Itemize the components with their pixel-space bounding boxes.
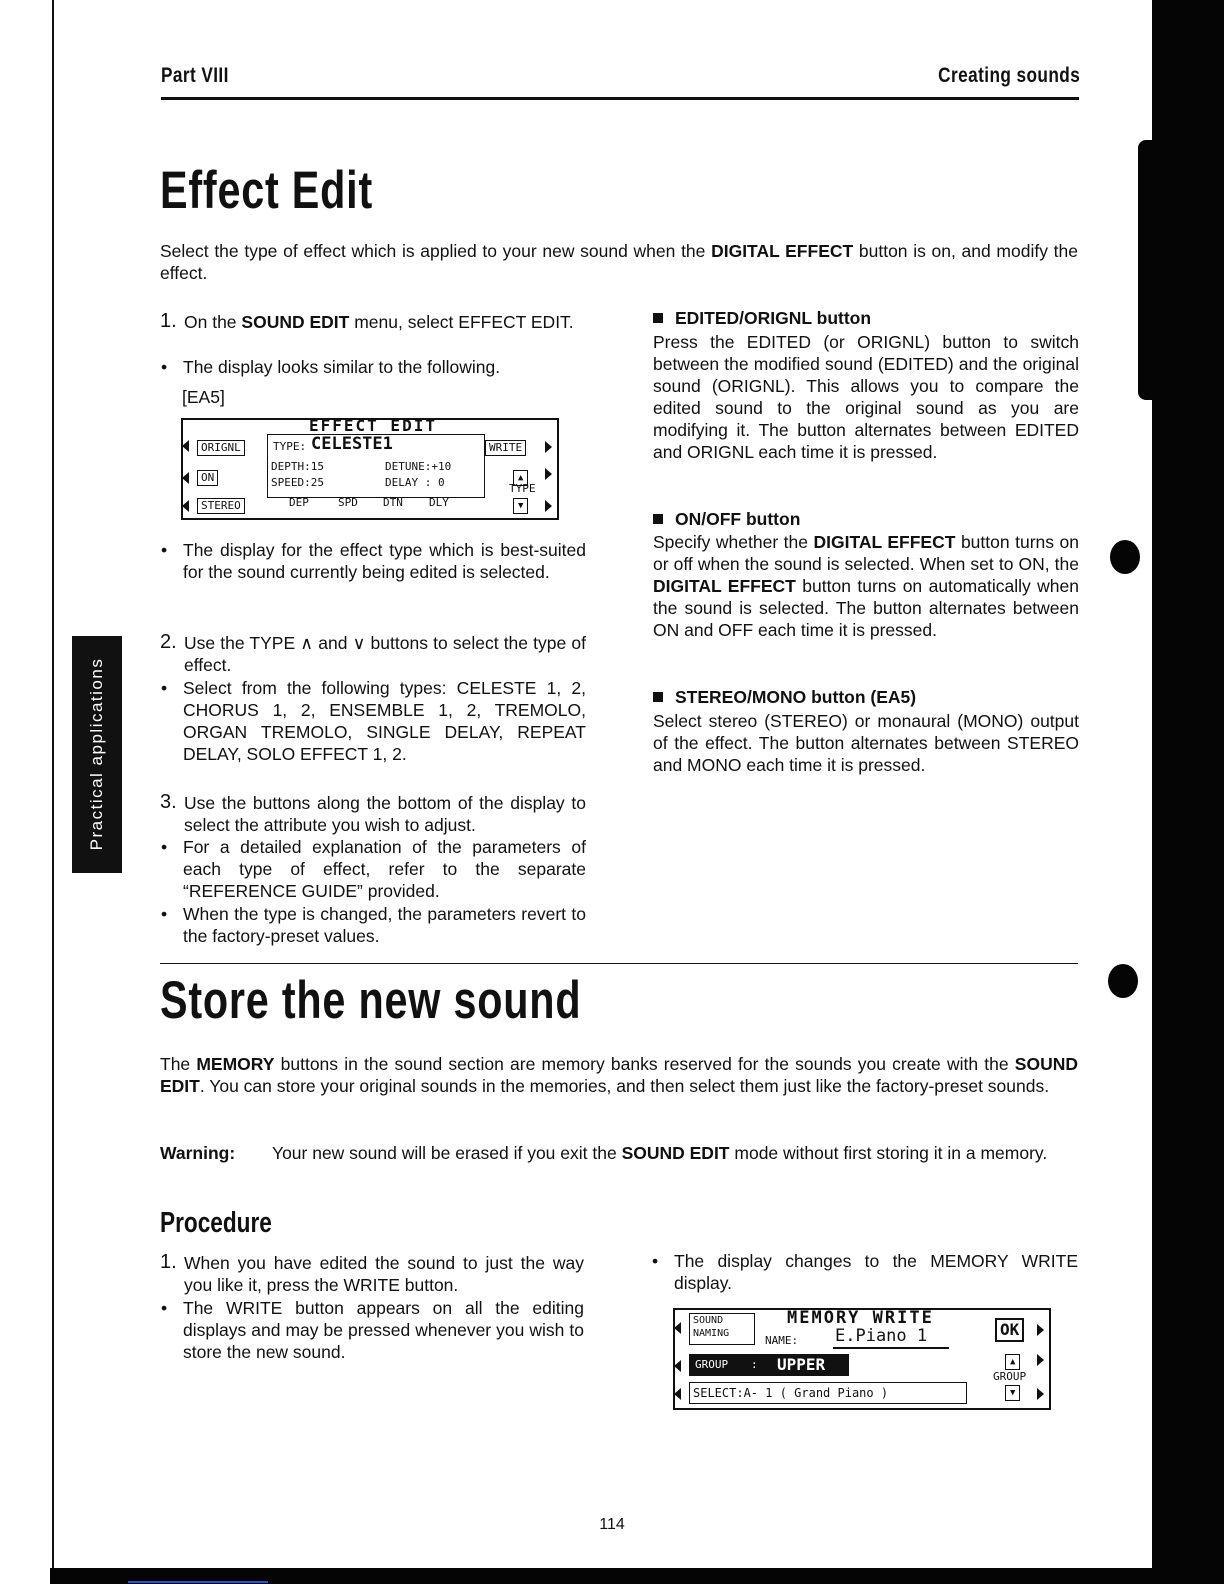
group-field[interactable] (689, 1354, 849, 1376)
store-step-1-text: When you have edited the sound to just the way you like it, press the WRITE button. (184, 1253, 584, 1295)
page-margin-left (0, 0, 52, 1584)
section-divider (160, 963, 1078, 964)
procedure-title: Procedure (160, 1207, 272, 1239)
display-title: EFFECT EDIT (309, 416, 437, 435)
step-number: 1. (160, 310, 177, 332)
right-arrow-icon (545, 500, 552, 512)
step-1-text: On the SOUND EDIT menu, select EFFECT EDIT. (184, 312, 574, 332)
sound-naming-label: SOUND (693, 1315, 724, 1326)
type-up-button[interactable]: ▲ (513, 470, 528, 486)
dep-button[interactable]: DEP (289, 496, 309, 509)
step-3-text: Use the buttons along the bottom of the display to select the attribute you wish to adjust. (184, 793, 586, 835)
stereo-mono-text: Select stereo (STEREO) or monaural (MONO) output of the effect. The button alternates between STEREO and MONO each time it is pressed. (653, 711, 1079, 775)
bullet-item: • Select from the following types: CELESTE 1, 2, CHORUS 1, 2, ENSEMBLE 1, 2, TREMOLO, ORGAN TREMOLO, SINGLE DELAY, REPEAT DELAY, SOLO EFFECT 1, 2. (161, 678, 586, 764)
depth-value: DEPTH:15 (271, 460, 324, 473)
group-sep: : (751, 1358, 758, 1371)
type-label: TYPE: (273, 440, 307, 453)
group-side-label: GROUP (993, 1370, 1027, 1383)
write-button[interactable]: WRITE (485, 440, 526, 456)
header-section: Creating sounds (937, 64, 1080, 87)
section-title-store: Store the new sound (160, 971, 582, 1030)
section-title-effect-edit: Effect Edit (160, 161, 374, 220)
detune-value: DETUNE:+10 (385, 460, 452, 473)
bullet-item: • The display for the effect type which is best-suited for the sound currently being edited is selected. (161, 540, 586, 582)
group-up-button[interactable]: ▲ (1005, 1354, 1020, 1370)
left-arrow-icon (674, 1322, 681, 1334)
group-label: GROUP (695, 1358, 729, 1371)
left-arrow-icon (674, 1360, 681, 1372)
right-arrow-icon (1037, 1354, 1044, 1366)
header-part: Part VIII (161, 64, 229, 87)
scan-mark (128, 1581, 268, 1583)
stereo-button[interactable]: STEREO (197, 498, 245, 514)
type-side-label: TYPE (509, 482, 536, 495)
name-underline (833, 1347, 949, 1349)
right-arrow-icon (1037, 1388, 1044, 1400)
left-arrow-icon (182, 440, 189, 452)
spd-button[interactable]: SPD (338, 496, 358, 509)
bullet-item: • The WRITE button appears on all the editing displays and may be pressed whenever you wish to store the new sound. (161, 1298, 584, 1362)
step-number: 2. (160, 631, 177, 653)
bullet-item: • The display looks similar to the following. (161, 357, 501, 377)
step-number: 1. (160, 1251, 177, 1273)
on-off-text: Specify whether the DIGITAL EFFECT button turns on or off when the sound is selected. When set to ON, the DIGITAL EFFECT button turns on automatically when the sound is selected. The button alternates between ON and OFF each time it is pressed. (653, 532, 1079, 640)
left-arrow-icon (182, 500, 189, 512)
left-arrow-icon (182, 472, 189, 484)
step-number: 3. (160, 791, 177, 813)
binder-hole (1108, 964, 1138, 998)
type-value: CELESTE1 (311, 434, 393, 454)
scan-edge-line (52, 0, 54, 1584)
group-down-button[interactable]: ▼ (1005, 1385, 1020, 1401)
dly-button[interactable]: DLY (429, 496, 449, 509)
orignl-button[interactable]: ORIGNL (197, 440, 245, 456)
warning-text: Your new sound will be erased if you exit the SOUND EDIT mode without first storing it in a memory. (272, 1143, 1048, 1163)
dtn-button[interactable]: DTN (383, 496, 403, 509)
side-tab-label: Practical applications (87, 657, 106, 851)
warning-label: Warning: (160, 1143, 236, 1163)
scan-edge-notch (1138, 140, 1158, 400)
ea5-label: [EA5] (182, 387, 225, 407)
bullet-item: • For a detailed explanation of the parameters of each type of effect, refer to the separate “REFERENCE GUIDE” provided. (161, 837, 586, 901)
speed-value: SPEED:25 (271, 476, 324, 489)
step-2-text: Use the TYPE ∧ and ∨ buttons to select the type of effect. (184, 633, 586, 675)
on-off-heading: ON/OFF button (653, 509, 800, 530)
type-down-button[interactable]: ▼ (513, 498, 528, 514)
right-arrow-icon (545, 441, 552, 453)
left-arrow-icon (674, 1388, 681, 1400)
memory-write-display (673, 1308, 1051, 1410)
sound-naming-label: NAMING (693, 1328, 730, 1339)
bullet-item: • The display changes to the MEMORY WRITE display. (652, 1251, 1078, 1293)
store-intro: The MEMORY buttons in the sound section are memory banks reserved for the sounds you create with the SOUND EDIT. You can store your original sounds in the memories, and then select them just like the factory-preset sounds. (160, 1054, 1078, 1096)
edited-orignl-heading: EDITED/ORIGNL button (653, 308, 871, 329)
scan-edge-right (1152, 0, 1224, 1584)
name-label: NAME: (765, 1334, 799, 1347)
right-arrow-icon (545, 468, 552, 480)
edited-orignl-text: Press the EDITED (or ORIGNL) button to switch between the modified sound (EDITED) and the original sound (ORIGNL). This allows you to compare the edited sound to the original sound as you are modifying it. The button alternates between EDITED and ORIGNL each time it is pressed. (653, 332, 1079, 462)
sound-naming-button[interactable] (689, 1313, 755, 1345)
select-field[interactable]: SELECT:A- 1 ( Grand Piano ) (689, 1382, 967, 1404)
ok-button[interactable]: OK (995, 1318, 1024, 1342)
binder-hole (1110, 540, 1140, 574)
header-rule (161, 97, 1079, 100)
page-number: 114 (599, 1516, 625, 1533)
right-arrow-icon (1037, 1324, 1044, 1336)
stereo-mono-heading: STEREO/MONO button (EA5) (653, 687, 916, 708)
bullet-item: • When the type is changed, the parameters revert to the factory-preset values. (161, 904, 586, 946)
display-title: MEMORY WRITE (787, 1308, 934, 1328)
group-value: UPPER (777, 1355, 826, 1374)
name-value: E.Piano 1 (835, 1326, 928, 1346)
effect-edit-intro: Select the type of effect which is applied to your new sound when the DIGITAL EFFECT button is on, and modify the effect. (160, 241, 1078, 283)
delay-value: DELAY : 0 (385, 476, 445, 489)
on-button[interactable]: ON (197, 470, 218, 486)
effect-edit-display (181, 418, 559, 520)
